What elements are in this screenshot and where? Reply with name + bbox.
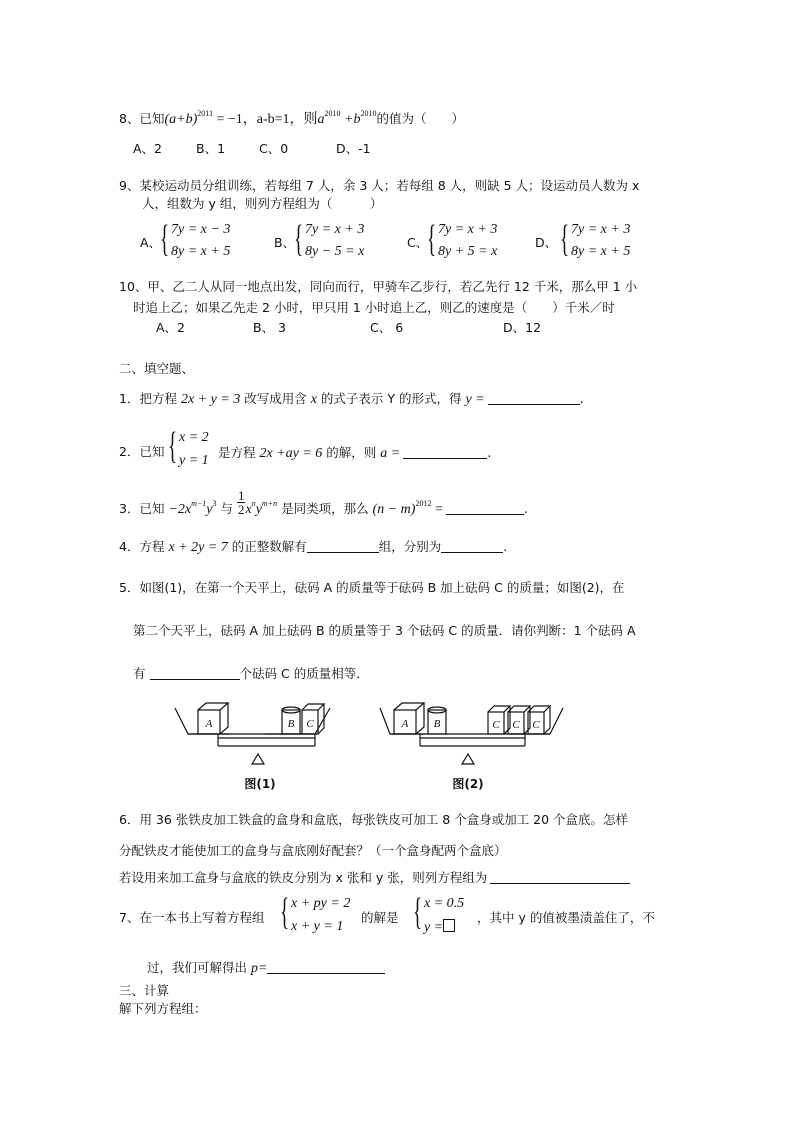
q9-a-eq2: 8y = x + 5 — [171, 244, 231, 259]
q10-option-c: C、 6 — [370, 320, 404, 335]
f5-line3a: 有 — [133, 666, 146, 681]
f2-eq: 2x +ay = 6 — [259, 446, 323, 461]
f5-line3 — [133, 667, 369, 681]
f1-var: x — [310, 392, 317, 407]
f2-eq2: y = 1 — [179, 453, 209, 468]
f3-eq: = — [431, 502, 443, 517]
f3-term2: x — [245, 502, 252, 517]
f7-s1: x = 0.5 — [424, 896, 465, 911]
q8-mid: = −1，a-b=1，则 — [212, 112, 318, 127]
f7-s2-wrap — [424, 919, 455, 936]
f2-answer-blank[interactable] — [403, 446, 487, 459]
f1-text2: 改写成用含 — [240, 391, 311, 406]
f3-term1: −2x — [168, 502, 192, 517]
q9-line1: 9、某校运动员分组训练，若每组 7 人，余 3 人；若每组 8 人，则缺 5 人；设运动员人数为 x — [119, 178, 640, 193]
f3-end: . — [523, 501, 528, 516]
f4-count-blank[interactable] — [307, 540, 379, 553]
q9-c-eq2: 8y + 5 = x — [438, 244, 498, 259]
f3-term1b: y — [206, 502, 213, 517]
f1-text1: 1．把方程 — [119, 391, 181, 406]
q9-option-b-label: B、 — [274, 235, 296, 250]
brace-icon: { — [280, 891, 290, 933]
f3-term3: (n − m) — [372, 502, 416, 517]
f1-text3: 的式子表示 Y 的形式，得 — [316, 391, 466, 406]
f1-y: y = — [465, 392, 485, 407]
figure-2-caption: 图(2) — [452, 777, 484, 791]
q9-option-a-label: A、 — [140, 235, 162, 250]
q8-prefix: 8、已知 — [119, 111, 165, 126]
f3-line — [119, 488, 528, 517]
weight-c-label: C — [492, 719, 500, 731]
f3-exp1: m−1 — [191, 499, 207, 508]
q10-line1: 10、甲、乙二人从同一地点出发，同向而行，甲骑车乙步行，若乙先行 12 千米，那么甲 1 小 — [119, 279, 638, 294]
f3-text3: 是同类项，那么 — [277, 501, 373, 516]
section-3-heading: 三、计算 — [119, 983, 170, 998]
f7-p: p= — [250, 961, 268, 976]
section-3-subheading: 解下列方程组： — [119, 1001, 207, 1016]
weight-a-label: A — [401, 718, 409, 730]
f6-line3 — [119, 871, 630, 885]
f4-end: . — [503, 539, 508, 554]
f3-term2b: y — [255, 502, 262, 517]
balance-2 — [380, 703, 563, 764]
q9-b-eq1: 7y = x + 3 — [305, 222, 365, 237]
q9-option-d-label: D、 — [535, 235, 558, 250]
f3-exp2b: m+n — [261, 499, 278, 508]
q9-d-eq2: 8y = x + 5 — [571, 244, 631, 259]
f4-line — [119, 540, 507, 555]
f3-text1: 3．已知 — [119, 501, 169, 516]
q10-option-a: A、2 — [156, 320, 186, 335]
f2-end: . — [487, 445, 492, 460]
q10-option-b: B、 3 — [253, 320, 287, 335]
q10-option-d: D、12 — [503, 320, 542, 335]
q8-line — [119, 110, 464, 127]
f4-eq: x + 2y = 7 — [168, 540, 228, 555]
q8-option-c: C、0 — [259, 141, 289, 156]
weight-b-label: B — [287, 718, 295, 730]
f7-text1: 7、在一本书上写着方程组 — [119, 910, 265, 925]
f3-den: 2 — [237, 502, 245, 517]
f7-line2-text: 过，我们可解得出 — [147, 960, 251, 975]
q8-plus-b: +b — [340, 112, 361, 127]
f3-num: 1 — [237, 488, 245, 503]
section-2-heading: 二、填空题、 — [119, 361, 195, 376]
q9-option-c-label: C、 — [407, 235, 429, 250]
f5-line2: 第二个天平上，砝码 A 加上砝码 B 的质量等于 3 个砝码 C 的质量．请你判断：1 个砝码 A — [133, 623, 636, 638]
f7-eq2: x + y = 1 — [291, 919, 344, 934]
q9-c-eq1: 7y = x + 3 — [438, 222, 498, 237]
f2-eq1: x = 2 — [179, 430, 209, 445]
f7-answer-blank[interactable] — [267, 961, 385, 974]
q9-b-eq2: 8y − 5 = x — [305, 244, 365, 259]
q9-d-eq1: 7y = x + 3 — [571, 222, 631, 237]
q10-line2: 时追上乙；如果乙先走 2 小时，甲只用 1 小时追上乙，则乙的速度是（ ）千米／时 — [133, 300, 615, 315]
f4-solutions-blank[interactable] — [441, 540, 503, 553]
q8-b-exp: 2010 — [360, 109, 377, 118]
f2-line — [218, 446, 491, 461]
f6-line3-text: 若设用来加工盒身与盒底的铁皮分别为 x 张和 y 张，则列方程组为 — [119, 870, 488, 885]
q8-option-b: B、1 — [196, 141, 226, 156]
f7-s2: y = — [424, 920, 444, 935]
weight-a-label: A — [205, 718, 213, 730]
figure-1-caption: 图(1) — [244, 777, 276, 791]
weight-b-label: B — [433, 718, 441, 730]
f3-text2: 与 — [216, 501, 237, 516]
q8-expr: (a+b) — [164, 112, 198, 127]
f6-answer-blank[interactable] — [490, 871, 630, 884]
ink-blot-box — [443, 919, 455, 932]
brace-icon: { — [294, 218, 304, 260]
f2-text2: 是方程 — [218, 445, 260, 460]
f4-text1: 4．方程 — [119, 539, 169, 554]
weight-c-label: C — [306, 718, 314, 730]
f5-answer-blank[interactable] — [150, 667, 240, 680]
f4-text3: 组，分别为 — [378, 539, 442, 554]
f6-line2: 分配铁皮才能使加工的盒身与盒底刚好配套？（一个盒身配两个盒底） — [119, 843, 507, 858]
f5-line1: 5．如图(1)，在第一个天平上，砝码 A 的质量等于砝码 B 加上砝码 C 的质量；如图(2)，在 — [119, 580, 625, 595]
f1-line — [119, 392, 584, 407]
f3-answer-blank[interactable] — [446, 502, 524, 515]
q8-a: a — [317, 112, 325, 127]
f7-eq1: x + py = 2 — [291, 896, 351, 911]
q8-option-a: A、2 — [133, 141, 163, 156]
f7-text3: ，其中 y 的值被墨渍盖住了，不 — [477, 910, 655, 925]
brace-icon: { — [413, 891, 423, 933]
q8-option-d: D、-1 — [336, 141, 371, 156]
q8-a-exp: 2010 — [324, 109, 341, 118]
balance-1 — [175, 703, 330, 764]
f1-eq: 2x + y = 3 — [180, 392, 241, 407]
weight-c-label: C — [532, 719, 540, 731]
f6-line1: 6．用 36 张铁皮加工铁盒的盒身和盒底，每张铁皮可加工 8 个盒身或加工 20 个盒底。怎样 — [119, 812, 629, 827]
f7-line2 — [147, 961, 385, 976]
weight-c-label: C — [512, 719, 520, 731]
f3-exp1b: 3 — [212, 499, 217, 508]
f7-text2: 的解是 — [361, 910, 399, 925]
f1-end: . — [579, 391, 584, 406]
f4-text2: 的正整数解有 — [227, 539, 307, 554]
f1-answer-blank[interactable] — [488, 392, 580, 405]
q8-exp: 2011 — [197, 109, 213, 118]
brace-icon: { — [560, 218, 570, 260]
q8-suffix: 的值为（ ） — [376, 111, 464, 126]
f2-text1: 2．已知 — [119, 444, 165, 459]
brace-icon: { — [427, 218, 437, 260]
q9-a-eq1: 7y = x − 3 — [171, 222, 231, 237]
brace-icon: { — [168, 425, 178, 467]
q9-line2: 人，组数为 y 组，则列方程组为（ ） — [142, 196, 383, 211]
f2-text3: 的解，则 — [322, 445, 381, 460]
brace-icon: { — [160, 218, 170, 260]
balance-figures — [170, 700, 570, 795]
f3-exp2: n — [251, 499, 256, 508]
f3-exp3: 2012 — [415, 499, 432, 508]
f5-line3b: 个砝码 C 的质量相等． — [239, 666, 369, 681]
f2-a: a = — [380, 446, 401, 461]
